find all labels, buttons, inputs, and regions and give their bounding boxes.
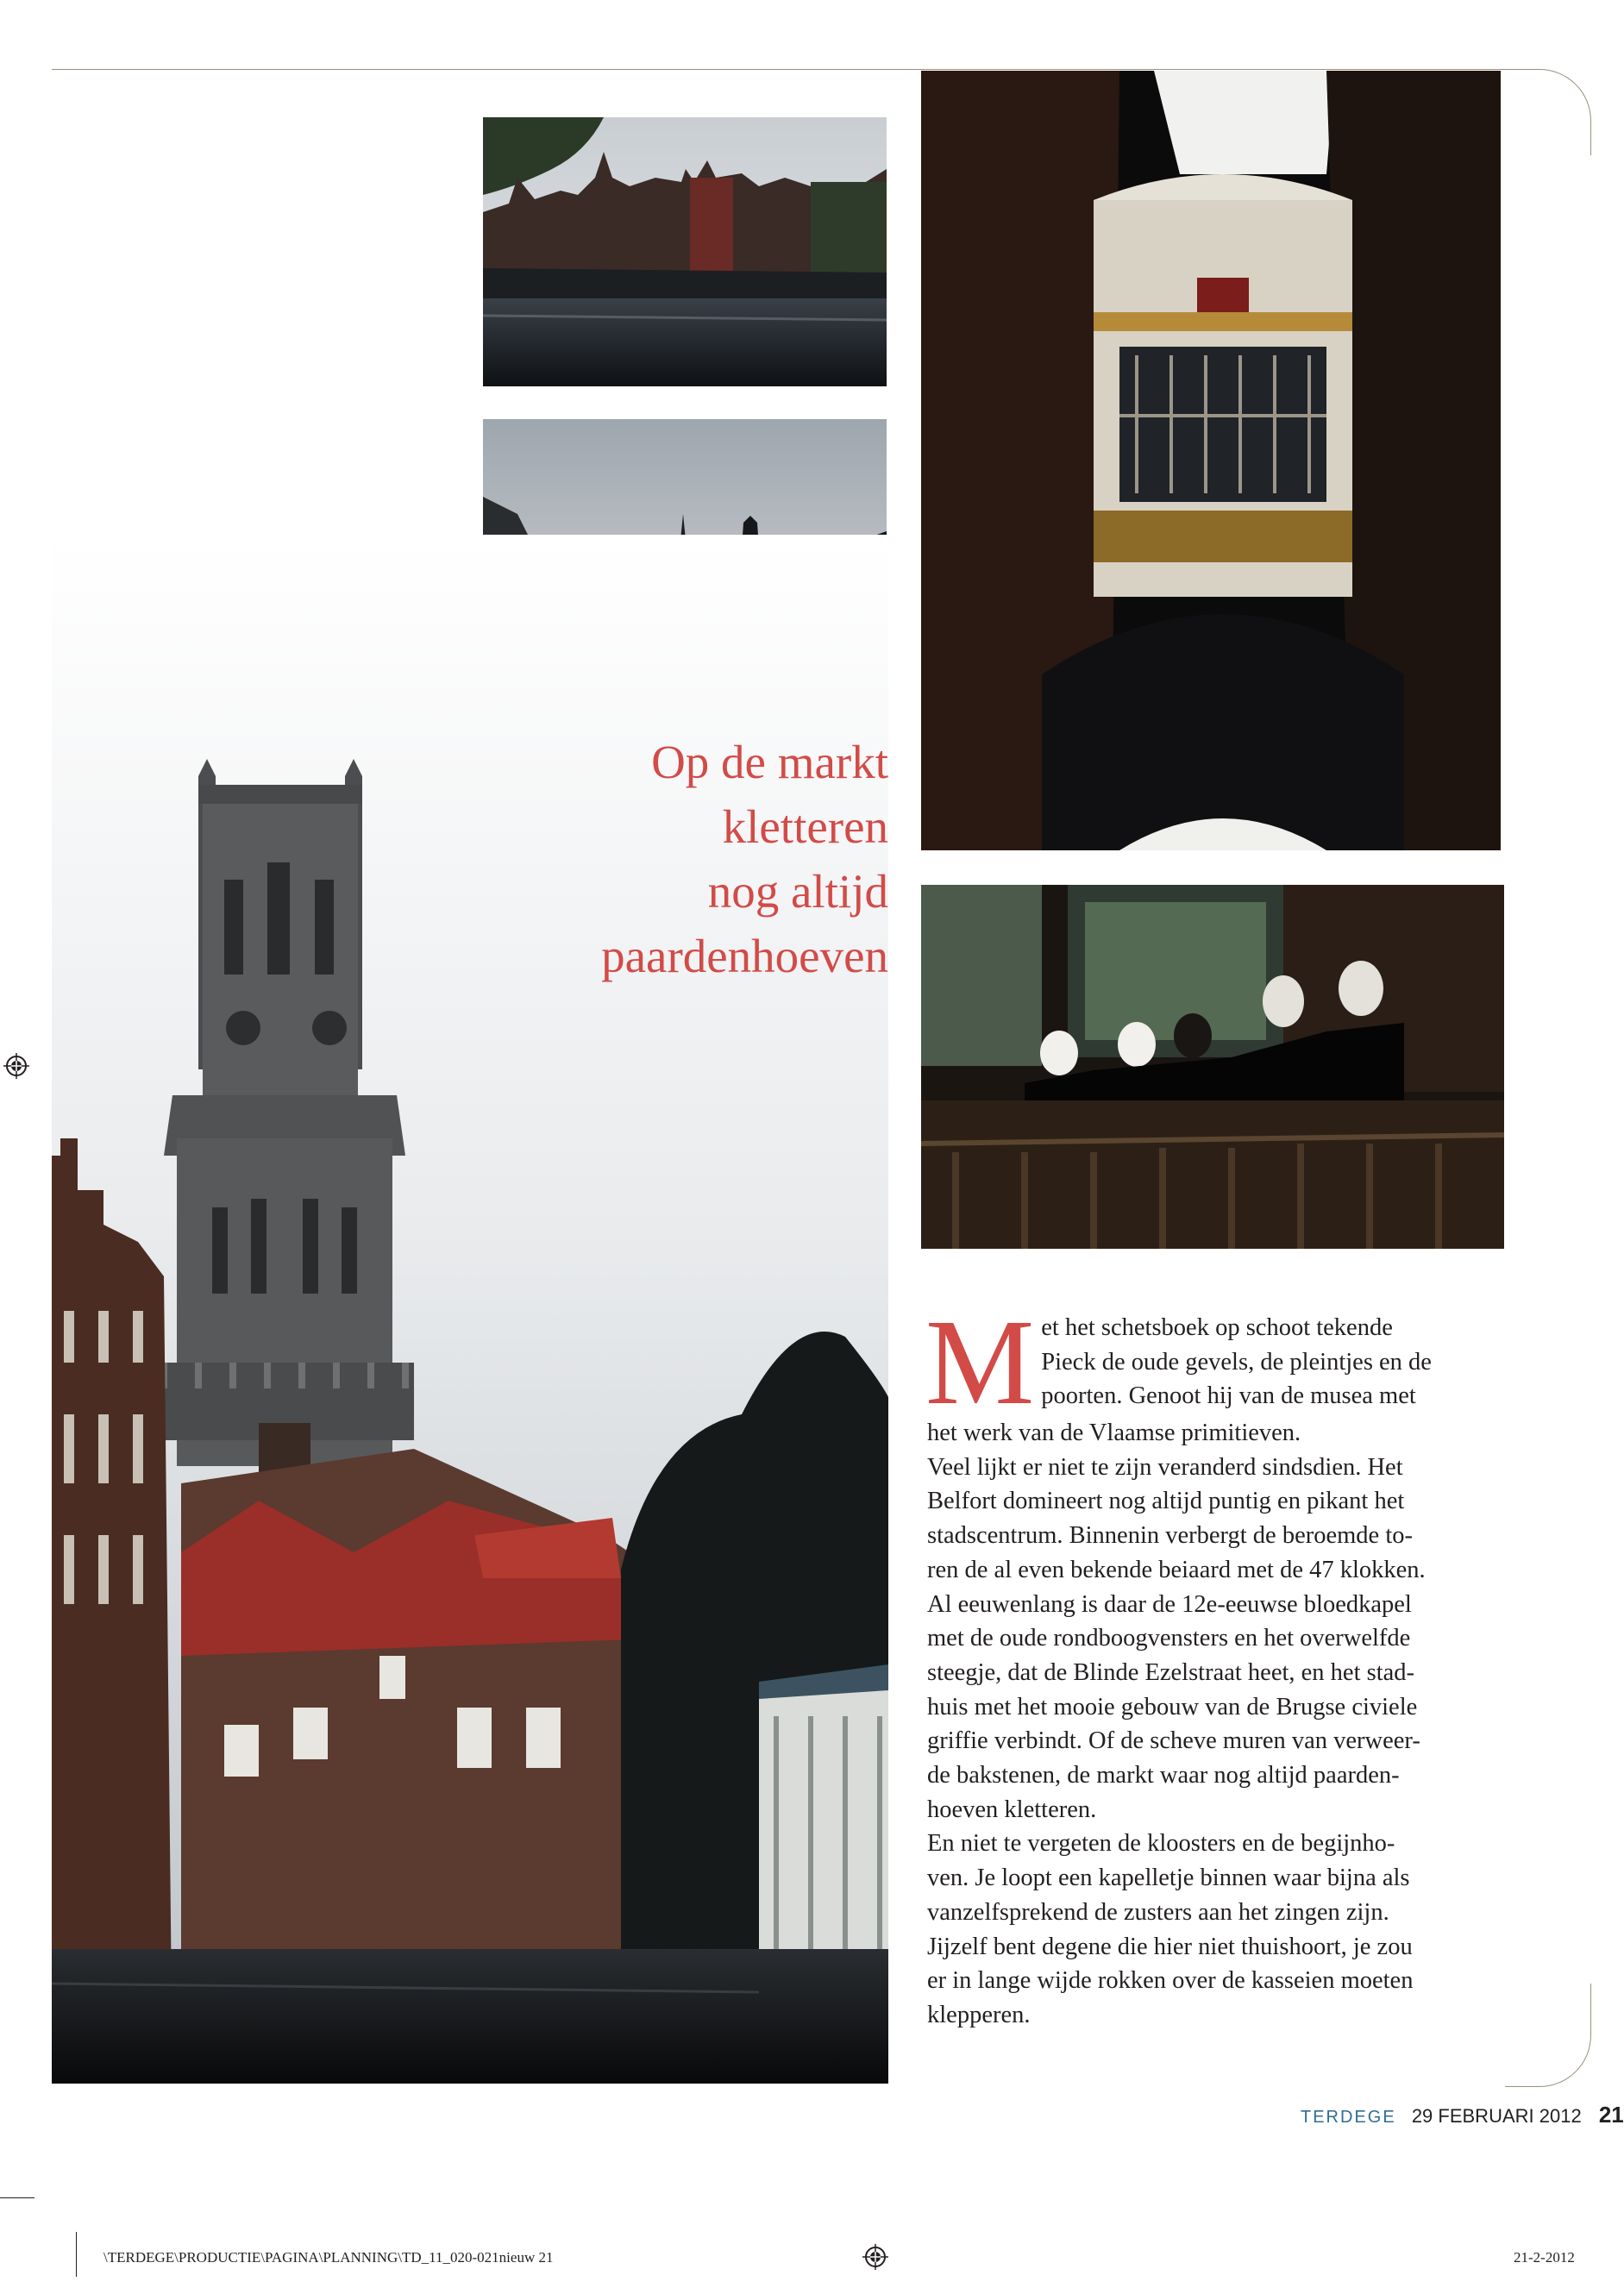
- article-line: met de oude rondboogvensters en het overwelfde: [927, 1625, 1411, 1652]
- article-line: de bakstenen, de markt waar nog altijd paarden-: [927, 1762, 1400, 1789]
- article-line: Jijzelf bent degene die hier niet thuishoort, je zou: [927, 1933, 1413, 1960]
- article-line: poorten. Genoot hij van de musea met: [1041, 1382, 1416, 1410]
- article-line: Al eeuwenlang is daar de 12e-eeuwse bloedkapel: [927, 1590, 1412, 1618]
- article-line: hoeven kletteren.: [927, 1796, 1097, 1823]
- article-line: Pieck de oude gevels, de pleintjes en de: [1041, 1348, 1432, 1376]
- photo-ornate-facade: [921, 71, 1501, 850]
- crop-mark: [0, 2197, 34, 2198]
- article-paragraph: [925, 1294, 1505, 1451]
- article-line: et het schetsboek op schoot tekende: [1041, 1314, 1393, 1341]
- page-folio: [1301, 2102, 1624, 2128]
- article-line: huis met het mooie gebouw van de Brugse civiele: [927, 1693, 1418, 1720]
- article-line: het werk van de Vlaamse primitieven.: [927, 1420, 1301, 1446]
- headline-line: nog altijd: [707, 865, 888, 918]
- article-line: En niet te vergeten de kloosters en de begijnho-: [927, 1830, 1395, 1858]
- article-line: Veel lijkt er niet te zijn veranderd sindsdien. Het: [927, 1453, 1403, 1481]
- article-line: Belfort domineert nog altijd puntig en pikant het: [927, 1488, 1405, 1515]
- slug-date: 21-2-2012: [1514, 2249, 1575, 2266]
- page-number: 21: [1598, 2102, 1624, 2128]
- article-line: er in lange wijde rokken over de kasseien moeten: [927, 1967, 1414, 1995]
- headline-line: Op de markt: [651, 736, 888, 788]
- article-line: stadscentrum. Binnenin verbergt de beroemde to-: [927, 1522, 1413, 1550]
- slug-file-path: \TERDEGE\PRODUCTIE\PAGINA\PLANNING\TD_11_020-021nieuw 21: [103, 2249, 554, 2266]
- crop-mark: [76, 2232, 77, 2277]
- article-line: ven. Je loopt een kapelletje binnen waar bijna als: [927, 1865, 1410, 1892]
- magazine-brand: TERDEGE: [1301, 2108, 1396, 2127]
- registration-mark-icon: [3, 1053, 29, 1079]
- issue-date: 29 FEBRUARI 2012: [1411, 2105, 1582, 2127]
- headline: [483, 730, 888, 988]
- bottom-right-corner-rule: [1505, 1984, 1591, 2087]
- headline-line: kletteren: [722, 800, 888, 853]
- top-trim-rule: [52, 69, 1539, 70]
- article-line: vanzelfsprekend de zusters aan het zingen zijn.: [927, 1898, 1389, 1926]
- photo-nuns-singing: [921, 885, 1504, 1249]
- article-line: klepperen.: [927, 2001, 1031, 2028]
- article-line: steegje, dat de Blinde Ezelstraat heet, en het stad-: [927, 1658, 1415, 1686]
- article-paragraph: [927, 1451, 1505, 1827]
- registration-mark-icon: [862, 2244, 888, 2270]
- drop-cap: M: [925, 1294, 1035, 1430]
- headline-line: paardenhoeven: [601, 930, 888, 982]
- photo-canal-view: [483, 117, 887, 386]
- article-line: griffie verbindt. Of de scheve muren van verweer-: [927, 1727, 1420, 1755]
- article-line: ren de al even bekende beiaard met de 47 klokken.: [927, 1556, 1426, 1583]
- article-body: [925, 1294, 1505, 2033]
- top-right-corner-rule: [1505, 69, 1591, 155]
- article-paragraph: [927, 1827, 1505, 2032]
